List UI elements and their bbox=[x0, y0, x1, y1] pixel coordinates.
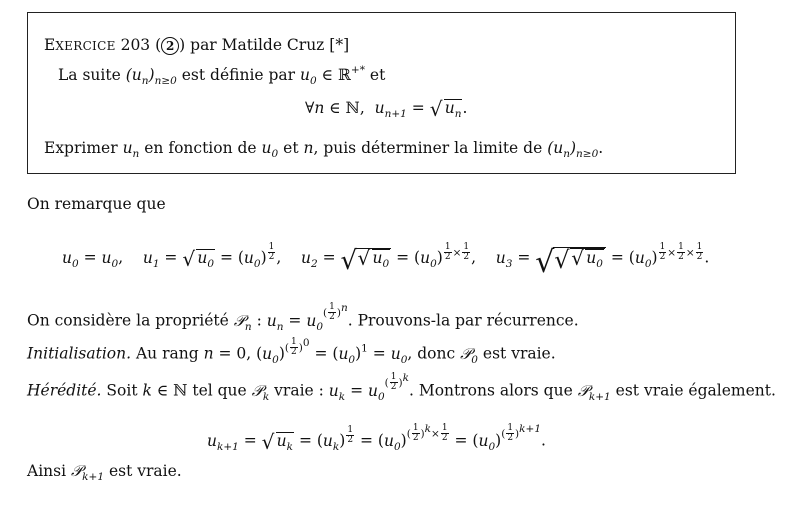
exercise-question: Exprimer $u_n$ en fonction de $u_0$ et n, puis déterminer la limite de $(u_n)_{n\ge 0}$. bbox=[44, 139, 604, 160]
heredity-step: Hérédité. Soit k ∈ ℕ tel que 𝒫$_k$ vraie : $u_k = u_0^{( \frac{1}{2} )^k}$. Montrons alors que 𝒫$_{k+1}$ est vraie également. bbox=[27, 371, 776, 403]
exercise-tag: [*] bbox=[329, 36, 350, 54]
conclusion-text: Ainsi 𝒫$_{k+1}$ est vraie. bbox=[27, 462, 182, 483]
exercise-heading: EXERCICE 203 ( 2 ) par Matilde Cruz [*] bbox=[44, 36, 350, 54]
remark-text: On remarque que bbox=[27, 195, 166, 213]
heredity-formula: $u_{k+1}$ = √ $u_k = (u_k)$ $^{\frac{1}{2}}$ = $(u_0)^{( \frac{1}{2} )^k\times \frac{1}{2}}$ = $(u_0)^{( \frac{1}{2} )^{k+1}}$. bbox=[207, 422, 546, 454]
author-name: Matilde Cruz bbox=[221, 36, 325, 54]
initialisation-step: Initialisation. Au rang n = 0, $(u_0)^{( \frac{1}{2} )^0} = (u_0)^1 = u_0$, donc 𝒫$_0$ est vraie. bbox=[27, 336, 556, 366]
recurrence-formula: ∀n ∈ ℕ, $u_{n+1}$ = √ $u_n$. bbox=[305, 97, 468, 121]
difficulty-mark: 2 bbox=[161, 37, 179, 55]
first-terms-formula: $u_0 = u_0$, $u_1$ = √ $u_0 = (u_0)$ $^{\frac{1}{2}}$ , $u_2$ = √ √ $u_0 = (u_0)$ $^{\frac{1}{2} \times \frac{1}{2}}$ , $u_3$ = √ √ √ $u_0 = (u_0)$ $^{\frac{1}{2} \times \frac{1}{2} \times \frac{1}{2}}$ . bbox=[62, 242, 710, 280]
exercise-statement: La suite $(u_n)_{n\ge 0}$ est définie par $u_0$ ∈ ℝ+* et bbox=[58, 64, 386, 87]
property-statement: On considère la propriété 𝒫$_n$ : $u_n = u_0^{( \frac{1}{2} )^n}$. Prouvons-la par récurrence. bbox=[27, 301, 579, 333]
